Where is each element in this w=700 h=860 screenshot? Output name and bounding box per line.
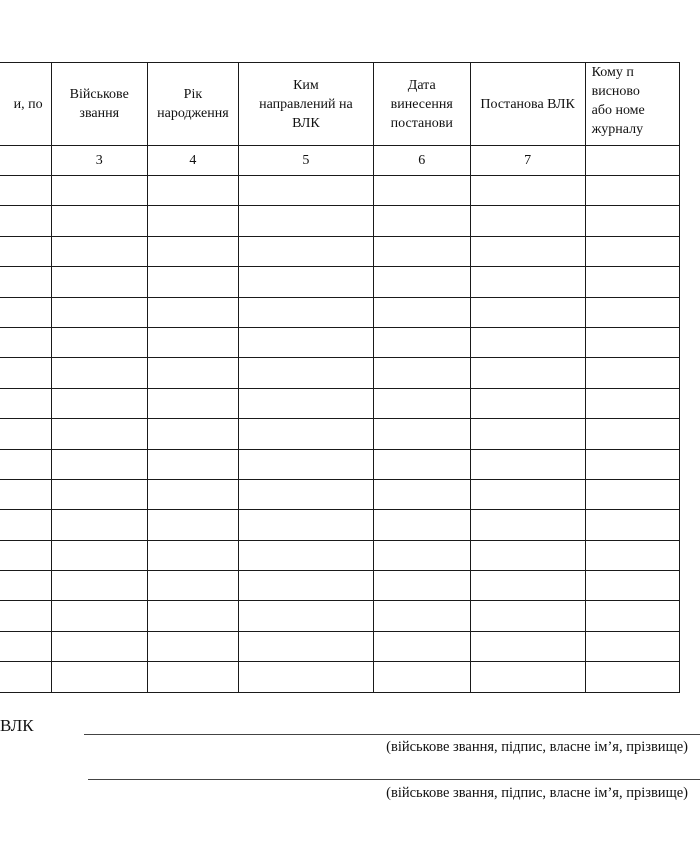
- table-cell: [373, 479, 470, 509]
- table-cell: [373, 176, 470, 206]
- table-cell: [147, 601, 238, 631]
- table-cell: [238, 388, 373, 418]
- table-cell: [0, 176, 51, 206]
- table-cell: [51, 571, 147, 601]
- table-row: [0, 510, 680, 540]
- table-cell: [51, 297, 147, 327]
- table-row: [0, 267, 680, 297]
- table-cell: [0, 358, 51, 388]
- table-cell: [147, 631, 238, 661]
- header-col-recipient: Кому п висново або номе журналу: [585, 63, 679, 146]
- table-cell: [51, 358, 147, 388]
- table-cell: [0, 540, 51, 570]
- table-cell: [585, 267, 679, 297]
- table-cell: [147, 206, 238, 236]
- table-cell: [373, 327, 470, 357]
- table-cell: [470, 510, 585, 540]
- table-cell: [0, 510, 51, 540]
- table-cell: [585, 631, 679, 661]
- table-cell: [51, 601, 147, 631]
- header-col-referred-by: Ким направлений на ВЛК: [238, 63, 373, 146]
- table-cell: [470, 540, 585, 570]
- table-row: [0, 540, 680, 570]
- table-cell: [51, 388, 147, 418]
- table-cell: [238, 601, 373, 631]
- table-row: [0, 571, 680, 601]
- table-cell: [147, 571, 238, 601]
- signature-line-1: [84, 734, 700, 735]
- table-cell: [373, 631, 470, 661]
- table-cell: [51, 327, 147, 357]
- table-row: [0, 327, 680, 357]
- table-cell: [147, 510, 238, 540]
- table-header-row: [0, 63, 680, 146]
- table-cell: [238, 267, 373, 297]
- table-cell: [470, 419, 585, 449]
- table-cell: [238, 510, 373, 540]
- table-row: [0, 662, 680, 692]
- table-cell: [585, 358, 679, 388]
- table-row: [0, 236, 680, 266]
- column-number: 5: [238, 146, 373, 176]
- table-cell: [0, 662, 51, 692]
- table-cell: [0, 327, 51, 357]
- table-cell: [373, 419, 470, 449]
- table-cell: [238, 662, 373, 692]
- table-cell: [147, 540, 238, 570]
- column-number: [585, 146, 679, 176]
- column-number: 7: [470, 146, 585, 176]
- table-row: [0, 631, 680, 661]
- table-cell: [238, 571, 373, 601]
- table-cell: [0, 631, 51, 661]
- table-cell: [373, 236, 470, 266]
- table-cell: [373, 601, 470, 631]
- table-cell: [585, 206, 679, 236]
- table-cell: [0, 297, 51, 327]
- table-cell: [238, 297, 373, 327]
- column-number: 6: [373, 146, 470, 176]
- table-cell: [0, 236, 51, 266]
- table-cell: [238, 449, 373, 479]
- table-cell: [470, 631, 585, 661]
- table-cell: [585, 236, 679, 266]
- table-row: [0, 601, 680, 631]
- table-cell: [51, 479, 147, 509]
- table-cell: [147, 297, 238, 327]
- table-cell: [147, 662, 238, 692]
- table-cell: [373, 297, 470, 327]
- signature-caption-1: (військове звання, підпис, власне ім’я, прізвище): [386, 739, 688, 755]
- column-number: 4: [147, 146, 238, 176]
- table-cell: [238, 236, 373, 266]
- table-cell: [51, 206, 147, 236]
- table-cell: [51, 176, 147, 206]
- table-cell: [147, 479, 238, 509]
- table-cell: [470, 388, 585, 418]
- table-cell: [585, 327, 679, 357]
- table-cell: [585, 571, 679, 601]
- header-col-name: и, по: [0, 63, 51, 146]
- table-cell: [0, 419, 51, 449]
- table-cell: [51, 631, 147, 661]
- table-cell: [0, 601, 51, 631]
- register-table: [0, 62, 680, 693]
- table-cell: [585, 419, 679, 449]
- table-cell: [51, 510, 147, 540]
- table-cell: [470, 358, 585, 388]
- table-cell: [238, 419, 373, 449]
- signature-label: ВЛК: [0, 716, 34, 735]
- table-row: [0, 358, 680, 388]
- header-col-decision: Постанова ВЛК: [470, 63, 585, 146]
- table-cell: [147, 327, 238, 357]
- table-cell: [470, 327, 585, 357]
- table-cell: [238, 327, 373, 357]
- table-cell: [373, 571, 470, 601]
- table-cell: [0, 388, 51, 418]
- table-cell: [585, 297, 679, 327]
- table-cell: [585, 479, 679, 509]
- table-cell: [373, 662, 470, 692]
- table-cell: [373, 388, 470, 418]
- table-cell: [238, 206, 373, 236]
- table-cell: [470, 176, 585, 206]
- table-cell: [147, 267, 238, 297]
- column-number: 3: [51, 146, 147, 176]
- signature-caption-2: (військове звання, підпис, власне ім’я, прізвище): [386, 785, 688, 801]
- table-cell: [147, 419, 238, 449]
- header-col-birth-year: Рік народження: [147, 63, 238, 146]
- table-cell: [470, 601, 585, 631]
- table-cell: [51, 236, 147, 266]
- table-row: [0, 419, 680, 449]
- table-row: [0, 176, 680, 206]
- table-cell: [238, 540, 373, 570]
- column-number-row: [0, 146, 680, 176]
- table-cell: [585, 510, 679, 540]
- table-cell: [51, 540, 147, 570]
- table-cell: [470, 206, 585, 236]
- table-cell: [51, 267, 147, 297]
- table-cell: [238, 631, 373, 661]
- table-cell: [0, 571, 51, 601]
- table-cell: [373, 267, 470, 297]
- table-cell: [585, 601, 679, 631]
- table-cell: [147, 176, 238, 206]
- table-cell: [470, 571, 585, 601]
- table-row: [0, 449, 680, 479]
- table-cell: [51, 419, 147, 449]
- table-cell: [585, 540, 679, 570]
- table-cell: [238, 358, 373, 388]
- table-cell: [0, 479, 51, 509]
- table-cell: [585, 449, 679, 479]
- table-cell: [585, 662, 679, 692]
- table-cell: [373, 206, 470, 236]
- table-cell: [238, 479, 373, 509]
- table-cell: [51, 662, 147, 692]
- table-row: [0, 479, 680, 509]
- table-cell: [470, 297, 585, 327]
- table-cell: [238, 176, 373, 206]
- table-cell: [470, 479, 585, 509]
- table-cell: [470, 449, 585, 479]
- table-cell: [585, 176, 679, 206]
- table-row: [0, 297, 680, 327]
- table-cell: [147, 449, 238, 479]
- signature-line-2: [88, 779, 700, 780]
- table-cell: [373, 510, 470, 540]
- table-cell: [373, 358, 470, 388]
- table-cell: [0, 206, 51, 236]
- header-col-rank: Військове звання: [51, 63, 147, 146]
- table-row: [0, 388, 680, 418]
- table-cell: [0, 449, 51, 479]
- table-cell: [470, 662, 585, 692]
- column-number: [0, 146, 51, 176]
- table-cell: [147, 358, 238, 388]
- table-cell: [585, 388, 679, 418]
- table-cell: [373, 540, 470, 570]
- table-cell: [470, 236, 585, 266]
- table-row: [0, 206, 680, 236]
- table-cell: [0, 267, 51, 297]
- table-cell: [147, 388, 238, 418]
- table-cell: [147, 236, 238, 266]
- table-cell: [470, 267, 585, 297]
- table-cell: [51, 449, 147, 479]
- header-col-decision-date: Дата винесення постанови: [373, 63, 470, 146]
- table-cell: [373, 449, 470, 479]
